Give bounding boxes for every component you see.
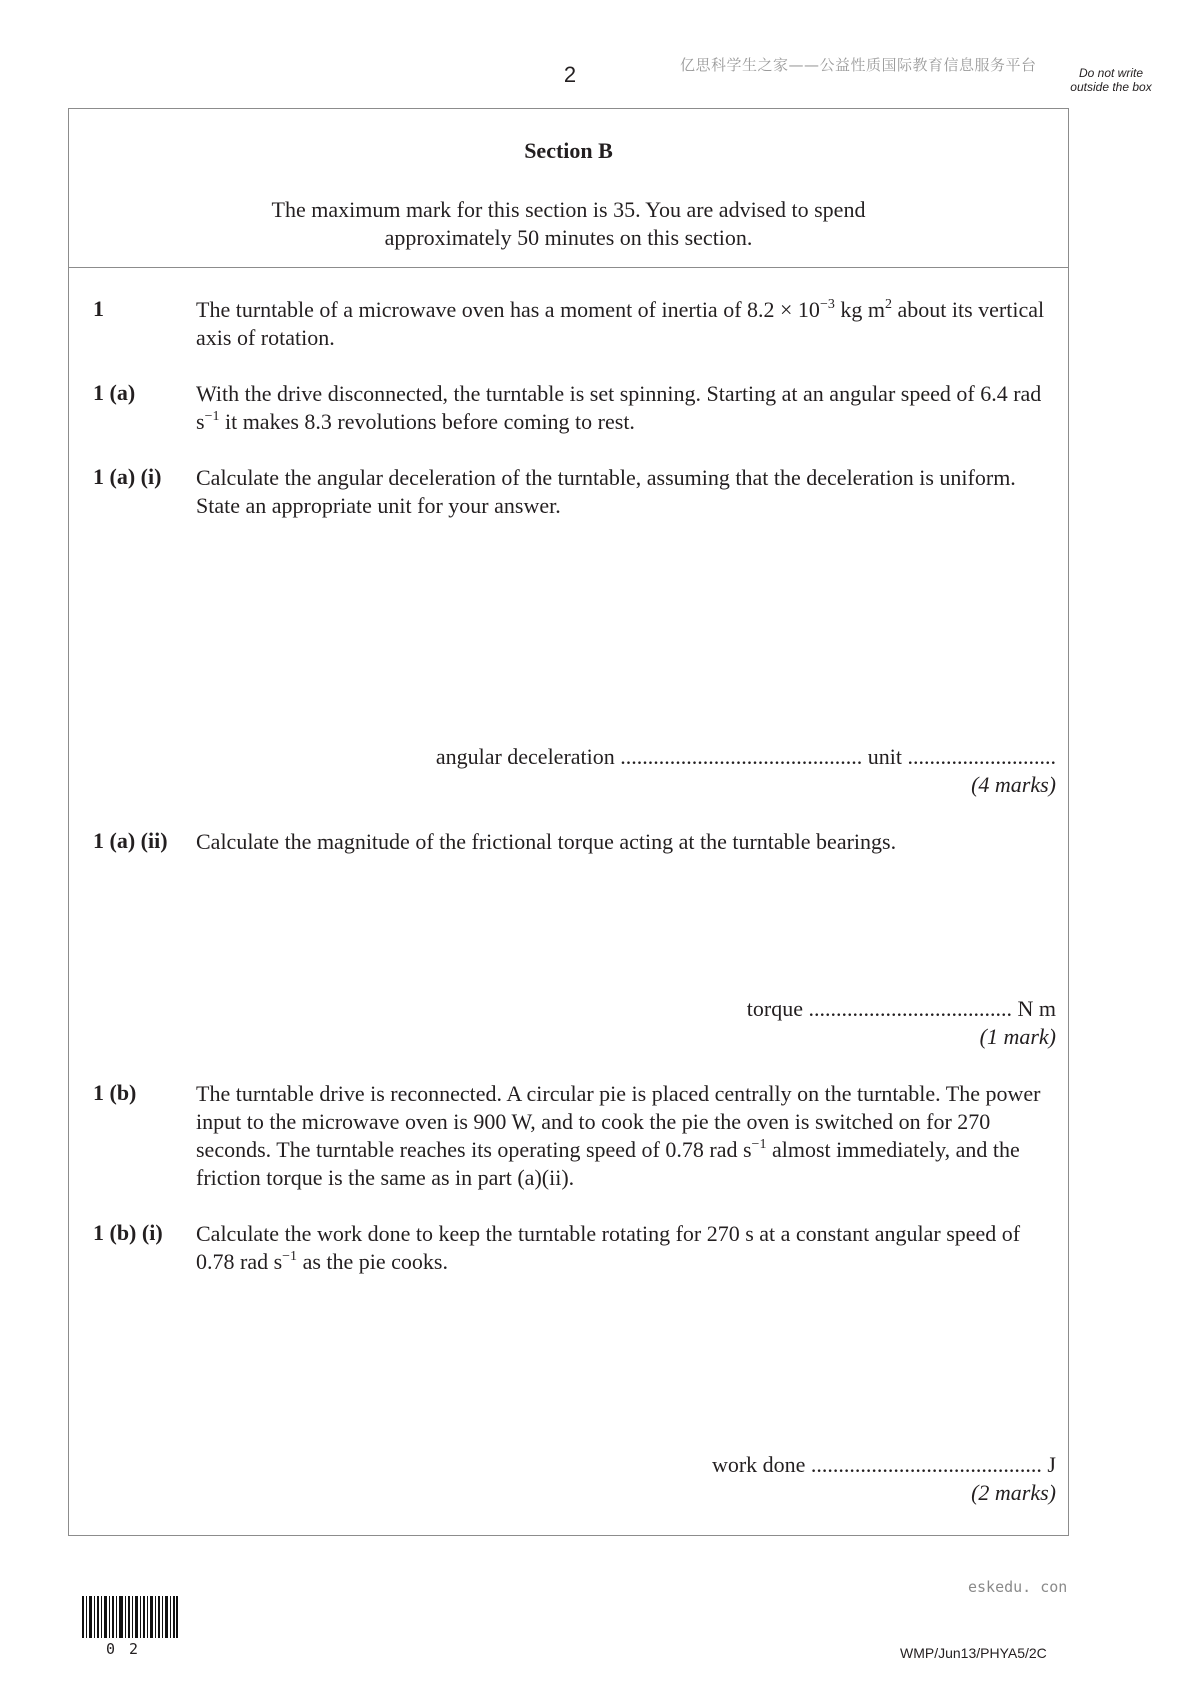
paper-reference: WMP/Jun13/PHYA5/2C (900, 1645, 1047, 1661)
site-watermark: eskedu. con (968, 1578, 1068, 1596)
question-number-1a: 1 (a) (93, 380, 136, 405)
question-1b-text: The turntable drive is reconnected. A circular pie is placed centrally on the turntable. The power input to the microwave oven is 900 W, and to cook the pie the oven is switched on for 270 seconds. The turntable reaches its operating speed of 0.78 rad $s^{-1}$ almost immediately, and the friction torque is the same as in part (a)(ii). (196, 1081, 1041, 1190)
marks-1ai: (4 marks) (971, 772, 1056, 797)
marks-1bi: (2 marks) (971, 1480, 1056, 1505)
section-divider (68, 267, 1069, 268)
question-number-1aii: 1 (a) (ii) (93, 828, 168, 853)
section-intro: The maximum mark for this section is 35. You are advised to spend approximately 50 minutes on this section. (271, 197, 866, 250)
answer-line-work-done[interactable]: work done .......................................... J (711, 1452, 1056, 1477)
barcode-icon (82, 1596, 178, 1638)
question-1aii-text: Calculate the magnitude of the frictional torque acting at the turntable bearings. (196, 829, 897, 854)
margin-note: Do not write outside the box (1070, 66, 1152, 94)
watermark-text: 亿思科学生之家——公益性质国际教育信息服务平台 (680, 56, 1037, 74)
question-1ai-text: Calculate the angular deceleration of the turntable, assuming that the deceleration is uniform. State an appropriate unit for your answer. (196, 465, 1016, 518)
section-title: Section B (524, 138, 613, 163)
answer-line-angular-deceleration[interactable]: angular deceleration ............................................ unit ........................... (435, 744, 1056, 769)
question-number-1ai: 1 (a) (i) (93, 464, 162, 489)
page-number: 2 (563, 62, 577, 87)
question-number-1b: 1 (b) (93, 1080, 137, 1105)
answer-line-torque[interactable]: torque ..................................... N m (746, 996, 1056, 1021)
question-1bi-text: Calculate the work done to keep the turntable rotating for 270 s at a constant angular speed of 0.78 rad $s^{-1}$ as the pie cooks. (196, 1221, 1021, 1274)
question-1-text: The turntable of a microwave oven has a moment of inertia of $8.2 \times 10^{-3}$ kg $m^2$ about its vertical axis of rotation. (196, 296, 1045, 350)
question-1a-text: With the drive disconnected, the turntable is set spinning. Starting at an angular speed of 6.4 rad $s^{-1}$ it makes 8.3 revolutions before coming to rest. (196, 381, 1042, 434)
question-number-1bi: 1 (b) (i) (93, 1220, 163, 1245)
barcode-number: 02 (106, 1640, 153, 1658)
question-number-1: 1 (93, 296, 104, 321)
marks-1aii: (1 mark) (979, 1024, 1056, 1049)
